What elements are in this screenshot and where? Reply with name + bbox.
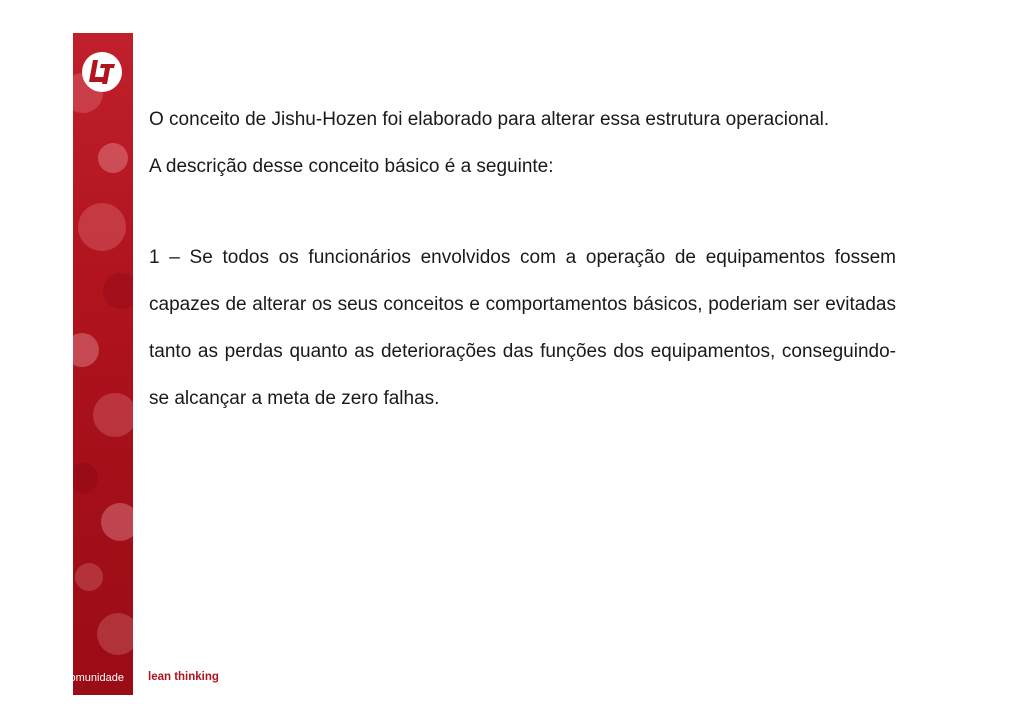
paragraph-intro: O conceito de Jishu-Hozen foi elaborado para alterar essa estrutura operacional.	[149, 109, 830, 130]
footer-brand-text: lean thinking	[148, 671, 219, 683]
slide-body	[149, 96, 896, 422]
decorative-sidebar	[73, 33, 133, 695]
footer-left-text: comunidade	[64, 672, 124, 684]
paragraph-item-1: 1 – Se todos os funcionários envolvidos com a operação de equipamentos fossem capazes de alterar os seus conceitos e comportamentos básicos, poderiam ser evitadas tanto as perdas quanto as deteriorações das funções dos equipamentos, conseguindo-se alcançar a meta de zero falhas.	[149, 247, 896, 409]
paragraph-description: A descrição desse conceito básico é a seguinte:	[149, 156, 554, 177]
lt-logo-icon	[80, 50, 124, 94]
